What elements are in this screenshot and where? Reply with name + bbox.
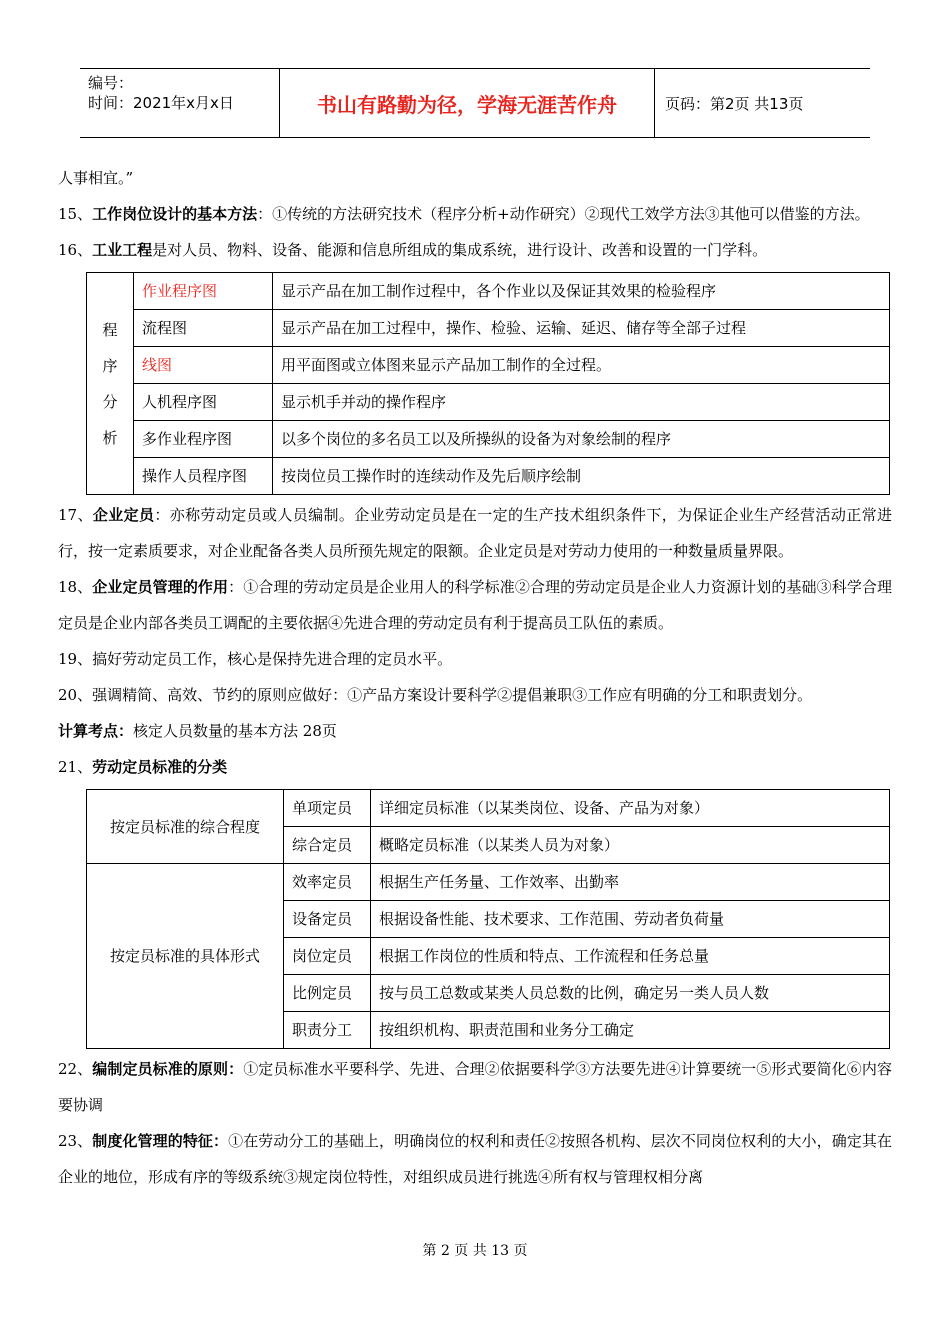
document-body [58, 160, 892, 1195]
chart-description: 用平面图或立体图来显示产品加工制作的全过程。 [273, 347, 890, 384]
side-char: 序 [102, 356, 118, 375]
chart-description: 显示产品在加工过程中，操作、检验、运输、延迟、储存等全部子过程 [273, 310, 890, 347]
chart-description: 显示产品在加工制作过程中，各个作业以及保证其效果的检验程序 [273, 273, 890, 310]
header-meta [80, 69, 280, 137]
chart-name: 多作业程序图 [134, 421, 273, 458]
quota-description: 按与员工总数或某类人员总数的比例，确定另一类人员人数 [371, 975, 890, 1012]
paragraph-22: 22、编制定员标准的原则：①定员标准水平要科学、先进、合理②依据要科学③方法要先进④计算要统一⑤形式要简化⑥内容要协调 [58, 1060, 892, 1114]
quota-type: 岗位定员 [284, 938, 371, 975]
paragraph-17: 17、企业定员：亦称劳动定员或人员编制。企业劳动定员是在一定的生产技术组织条件下，为保证企业生产经营活动正常进行，按一定素质要求，对企业配备各类人员所预先规定的限额。企业定员是对劳动力使用的一种数量质量界限。 [58, 506, 892, 560]
quota-description: 按组织机构、职责范围和业务分工确定 [371, 1012, 890, 1049]
table-row [87, 273, 890, 310]
paragraph-23: 23、制度化管理的特征：①在劳动分工的基础上，明确岗位的权利和责任②按照各机构、层次不同岗位权利的大小，确定其在企业的地位，形成有序的等级系统③规定岗位特性，对组织成员进行挑选④所有权与管理权相分离 [58, 1132, 892, 1186]
quota-description: 根据生产任务量、工作效率、出勤率 [371, 864, 890, 901]
paragraph-20: 20、强调精简、高效、节约的原则应做好：①产品方案设计要科学②提倡兼职③工作应有明确的分工和职责划分。 [58, 686, 813, 704]
table-row [87, 458, 890, 495]
table-row [87, 864, 890, 901]
paragraph-19: 19、搞好劳动定员工作，核心是保持先进合理的定员水平。 [58, 650, 453, 668]
number-label: 编号： [88, 74, 134, 92]
paragraph: 人事相宜。” [58, 169, 134, 187]
program-analysis-label [87, 273, 134, 495]
chart-name: 人机程序图 [134, 384, 273, 421]
chart-name: 作业程序图 [134, 273, 273, 310]
chart-name: 流程图 [134, 310, 273, 347]
quota-type: 综合定员 [284, 827, 371, 864]
table-row [87, 310, 890, 347]
paragraph-15: 15、工作岗位设计的基本方法：①传统的方法研究技术（程序分析+动作研究）②现代工效学方法③其他可以借鉴的方法。 [58, 205, 870, 223]
paragraph-21: 21、劳动定员标准的分类 [58, 758, 228, 776]
quota-description: 详细定员标准（以某类岗位、设备、产品为对象） [371, 790, 890, 827]
quota-type: 职责分工 [284, 1012, 371, 1049]
side-char: 析 [102, 428, 118, 447]
group-specific-form: 按定员标准的具体形式 [87, 864, 284, 1049]
program-analysis-table [86, 272, 890, 495]
chart-name: 线图 [134, 347, 273, 384]
page-footer: 第 2 页 共 13 页 [422, 1243, 528, 1259]
quota-type: 设备定员 [284, 901, 371, 938]
quota-type: 效率定员 [284, 864, 371, 901]
header-motto: 书山有路勤为径，学海无涯苦作舟 [280, 69, 655, 137]
quota-type: 单项定员 [284, 790, 371, 827]
table-row [87, 790, 890, 827]
chart-description: 显示机手并动的操作程序 [273, 384, 890, 421]
table-row [87, 421, 890, 458]
paragraph-18: 18、企业定员管理的作用：①合理的劳动定员是企业用人的科学标准②合理的劳动定员是企业人力资源计划的基础③科学合理定员是企业内部各类员工调配的主要依据④先进合理的劳动定员有利于提高员工队伍的素质。 [58, 578, 892, 632]
side-char: 程 [102, 320, 118, 339]
quota-description: 根据设备性能、技术要求、工作范围、劳动者负荷量 [371, 901, 890, 938]
header-page-info: 页码：第2页 共13页 [665, 94, 804, 113]
page-header [80, 68, 870, 138]
table-row [87, 384, 890, 421]
chart-name: 操作人员程序图 [134, 458, 273, 495]
quota-description: 根据工作岗位的性质和特点、工作流程和任务总量 [371, 938, 890, 975]
quota-type: 比例定员 [284, 975, 371, 1012]
paragraph-16: 16、工业工程是对人员、物料、设备、能源和信息所组成的集成系统，进行设计、改善和设置的一门学科。 [58, 241, 768, 259]
time-label: 时间：2021年x月x日 [88, 94, 234, 112]
side-char: 分 [102, 392, 118, 411]
chart-description: 按岗位员工操作时的连续动作及先后顺序绘制 [273, 458, 890, 495]
group-comprehensive: 按定员标准的综合程度 [87, 790, 284, 864]
chart-description: 以多个岗位的多名员工以及所操纵的设备为对象绘制的程序 [273, 421, 890, 458]
table-row [87, 347, 890, 384]
calc-note: 计算考点：核定人员数量的基本方法 28页 [58, 722, 337, 740]
quota-standard-table [86, 789, 890, 1049]
quota-description: 概略定员标准（以某类人员为对象） [371, 827, 890, 864]
